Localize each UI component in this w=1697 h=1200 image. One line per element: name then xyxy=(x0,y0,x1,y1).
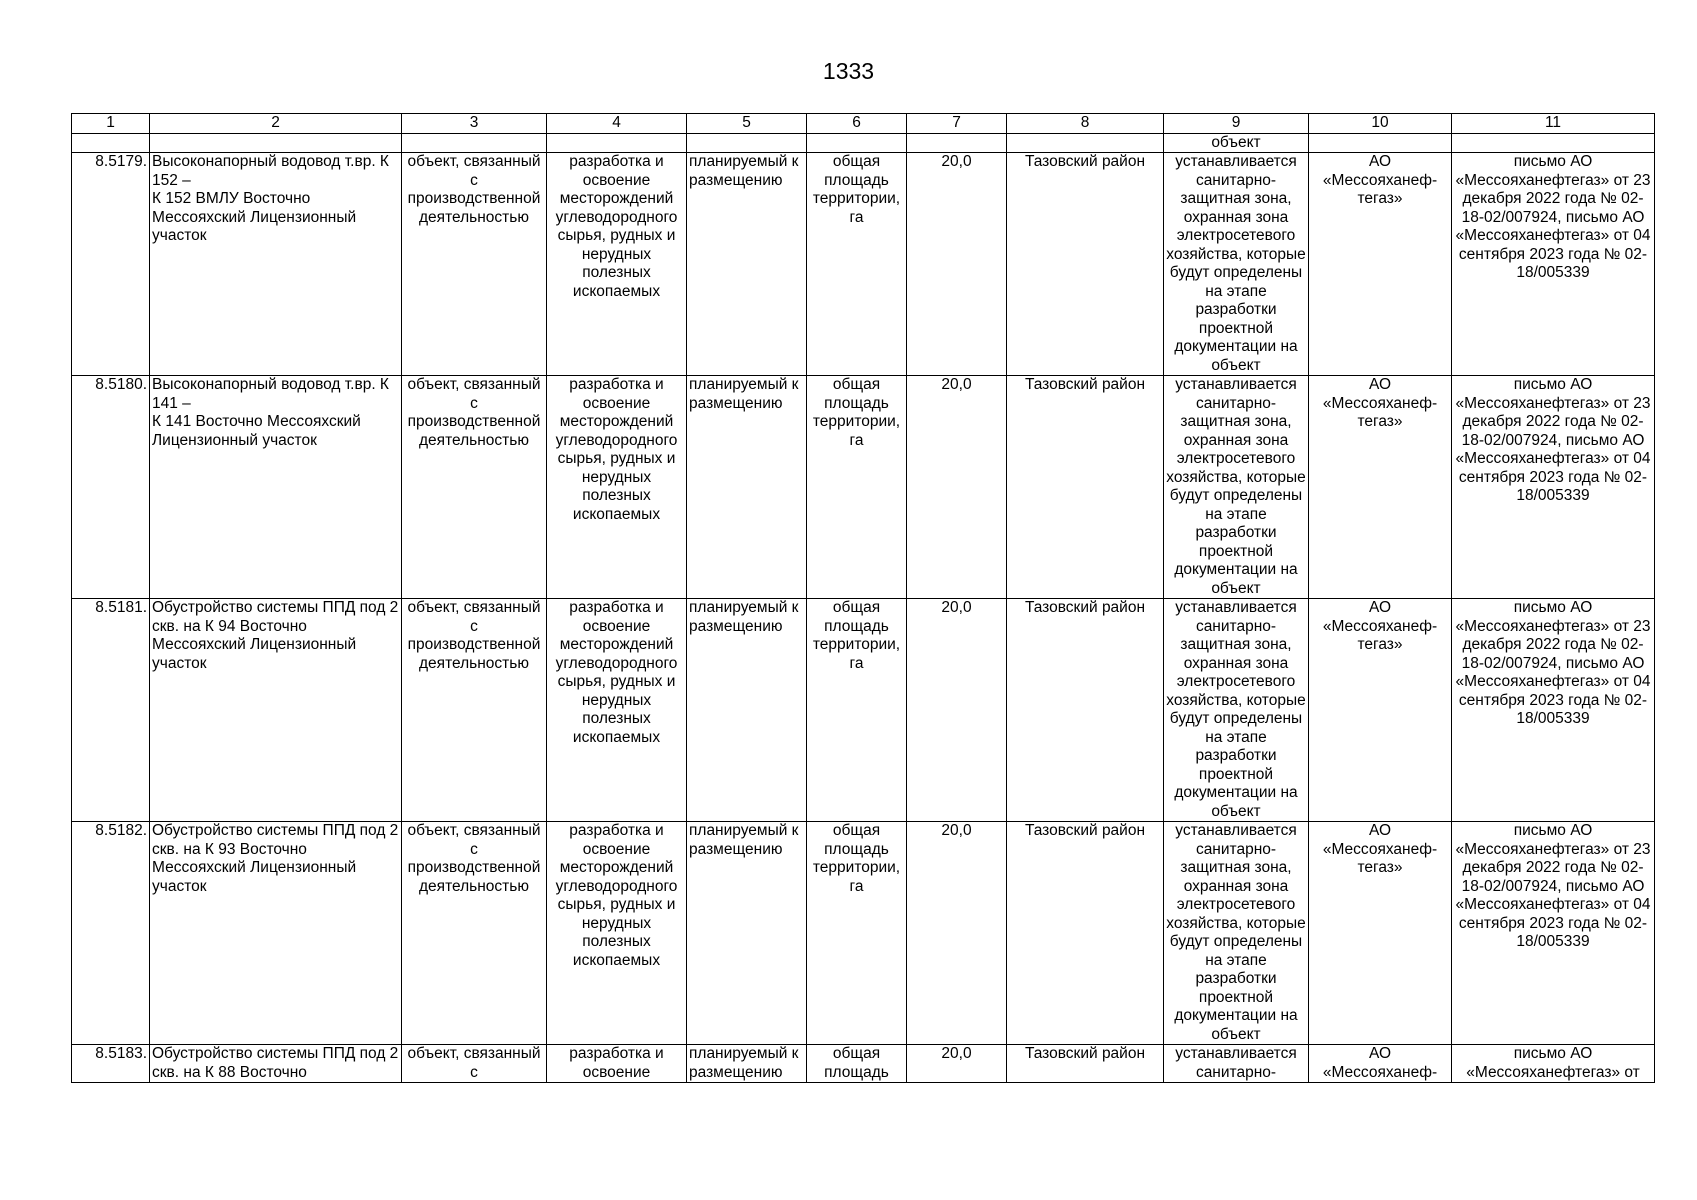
location: Тазовский район xyxy=(1007,153,1164,376)
table-row xyxy=(72,599,1655,822)
zones-info: устанавливается санитарно- xyxy=(1164,1045,1309,1083)
characteristic-name: общая площадь xyxy=(807,1045,907,1083)
object-status: планируемый к размещению xyxy=(687,153,807,376)
object-purpose: разработка и освоение месторождений углеводородного сырья, рудных и нерудных полезных ископаемых xyxy=(547,376,687,599)
column-number: 5 xyxy=(687,114,807,134)
object-name: Обустройство системы ППД под 2 скв. на К 94 Восточно Мессояхский Лицензионный участок xyxy=(150,599,402,822)
column-number: 7 xyxy=(907,114,1007,134)
characteristic-name: общая площадь территории, га xyxy=(807,599,907,822)
column-number-row xyxy=(72,114,1655,134)
basis-document: письмо АО «Мессояханефтегаз» от 23 декабря 2022 года № 02-18-02/007924, письмо АО «Мессояханефтегаз» от 04 сентября 2023 года № 02-18/005339 xyxy=(1452,153,1655,376)
object-name: Высоконапорный водовод т.вр. К 152 – К 152 ВМЛУ Восточно Мессояхский Лицензионный участок xyxy=(150,153,402,376)
object-type: объект, связанный с производственной деятельностью xyxy=(402,599,547,822)
characteristic-name: общая площадь территории, га xyxy=(807,153,907,376)
column-number: 4 xyxy=(547,114,687,134)
row-number: 8.5183. xyxy=(72,1045,150,1083)
owner: АО «Мессояханеф-тегаз» xyxy=(1309,822,1452,1045)
column-number: 3 xyxy=(402,114,547,134)
characteristic-value: 20,0 xyxy=(907,822,1007,1045)
continuation-cell xyxy=(687,133,807,153)
column-number: 6 xyxy=(807,114,907,134)
column-number: 1 xyxy=(72,114,150,134)
row-number: 8.5179. xyxy=(72,153,150,376)
owner: АО «Мессояханеф-тегаз» xyxy=(1309,376,1452,599)
page-number: 1333 xyxy=(822,58,875,84)
table-row xyxy=(72,376,1655,599)
zones-info: устанавливается санитарно-защитная зона, охранная зона электросетевого хозяйства, которые будут определены на этапе разработки проектной документации на объект xyxy=(1164,599,1309,822)
table-row xyxy=(72,822,1655,1045)
characteristic-value: 20,0 xyxy=(907,376,1007,599)
continuation-cell xyxy=(1309,133,1452,153)
basis-document: письмо АО «Мессояханефтегаз» от 23 декабря 2022 года № 02-18-02/007924, письмо АО «Мессояханефтегаз» от 04 сентября 2023 года № 02-18/005339 xyxy=(1452,822,1655,1045)
characteristic-name: общая площадь территории, га xyxy=(807,822,907,1045)
object-name: Высоконапорный водовод т.вр. К 141 – К 141 Восточно Мессояхский Лицензионный участок xyxy=(150,376,402,599)
basis-document: письмо АО «Мессояханефтегаз» от 23 декабря 2022 года № 02-18-02/007924, письмо АО «Мессояханефтегаз» от 04 сентября 2023 года № 02-18/005339 xyxy=(1452,599,1655,822)
object-status: планируемый к размещению xyxy=(687,376,807,599)
object-purpose: разработка и освоение месторождений углеводородного сырья, рудных и нерудных полезных ископаемых xyxy=(547,153,687,376)
column-number: 2 xyxy=(150,114,402,134)
column-number: 9 xyxy=(1164,114,1309,134)
owner: АО «Мессояханеф- xyxy=(1309,1045,1452,1083)
row-number: 8.5181. xyxy=(72,599,150,822)
object-purpose: разработка и освоение xyxy=(547,1045,687,1083)
continuation-cell xyxy=(807,133,907,153)
continuation-cell xyxy=(1007,133,1164,153)
object-purpose: разработка и освоение месторождений углеводородного сырья, рудных и нерудных полезных ископаемых xyxy=(547,599,687,822)
object-status: планируемый к размещению xyxy=(687,1045,807,1083)
characteristic-name: общая площадь территории, га xyxy=(807,376,907,599)
registry-table xyxy=(71,113,1655,1083)
zones-info: устанавливается санитарно-защитная зона, охранная зона электросетевого хозяйства, которые будут определены на этапе разработки проектной документации на объект xyxy=(1164,822,1309,1045)
object-purpose: разработка и освоение месторождений углеводородного сырья, рудных и нерудных полезных ископаемых xyxy=(547,822,687,1045)
row-number: 8.5180. xyxy=(72,376,150,599)
continuation-cell: объект xyxy=(1164,133,1309,153)
location: Тазовский район xyxy=(1007,376,1164,599)
basis-document: письмо АО «Мессояханефтегаз» от xyxy=(1452,1045,1655,1083)
continuation-cell xyxy=(72,133,150,153)
characteristic-value: 20,0 xyxy=(907,1045,1007,1083)
object-status: планируемый к размещению xyxy=(687,599,807,822)
characteristic-value: 20,0 xyxy=(907,153,1007,376)
column-number: 11 xyxy=(1452,114,1655,134)
location: Тазовский район xyxy=(1007,822,1164,1045)
zones-info: устанавливается санитарно-защитная зона, охранная зона электросетевого хозяйства, которые будут определены на этапе разработки проектной документации на объект xyxy=(1164,153,1309,376)
object-type: объект, связанный с производственной деятельностью xyxy=(402,822,547,1045)
continuation-cell xyxy=(1452,133,1655,153)
location: Тазовский район xyxy=(1007,599,1164,822)
column-number: 10 xyxy=(1309,114,1452,134)
continuation-cell xyxy=(907,133,1007,153)
basis-document: письмо АО «Мессояханефтегаз» от 23 декабря 2022 года № 02-18-02/007924, письмо АО «Мессояханефтегаз» от 04 сентября 2023 года № 02-18/005339 xyxy=(1452,376,1655,599)
owner: АО «Мессояханеф-тегаз» xyxy=(1309,599,1452,822)
continuation-cell xyxy=(402,133,547,153)
object-status: планируемый к размещению xyxy=(687,822,807,1045)
table-row xyxy=(72,1045,1655,1083)
object-type: объект, связанный с xyxy=(402,1045,547,1083)
object-type: объект, связанный с производственной деятельностью xyxy=(402,376,547,599)
continuation-row xyxy=(72,133,1655,153)
location: Тазовский район xyxy=(1007,1045,1164,1083)
continuation-cell xyxy=(547,133,687,153)
object-name: Обустройство системы ППД под 2 скв. на К 88 Восточно xyxy=(150,1045,402,1083)
row-number: 8.5182. xyxy=(72,822,150,1045)
table-row xyxy=(72,153,1655,376)
zones-info: устанавливается санитарно-защитная зона, охранная зона электросетевого хозяйства, которые будут определены на этапе разработки проектной документации на объект xyxy=(1164,376,1309,599)
object-name: Обустройство системы ППД под 2 скв. на К 93 Восточно Мессояхский Лицензионный участок xyxy=(150,822,402,1045)
continuation-cell xyxy=(150,133,402,153)
owner: АО «Мессояханеф-тегаз» xyxy=(1309,153,1452,376)
characteristic-value: 20,0 xyxy=(907,599,1007,822)
column-number: 8 xyxy=(1007,114,1164,134)
object-type: объект, связанный с производственной деятельностью xyxy=(402,153,547,376)
